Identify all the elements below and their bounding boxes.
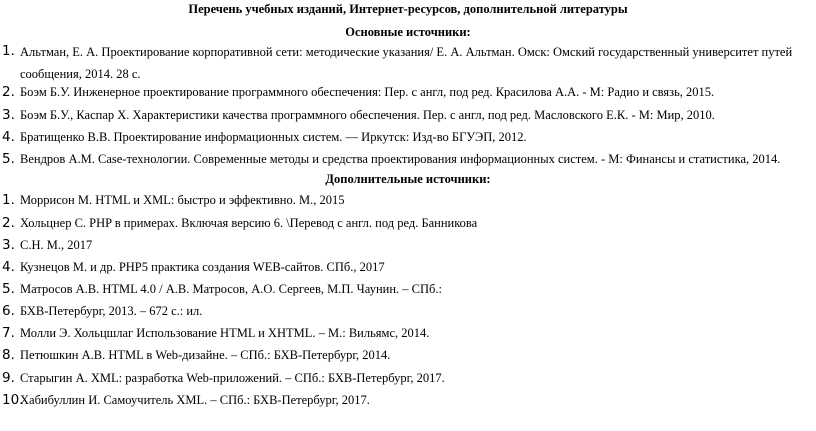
list-item-text: Альтман, Е. А. Проектирование корпоративной сети: методические указания/ Е. А. Альтман. Омск: Омский государственный университет путей сообщения, 2014. 28 с.: [20, 45, 793, 81]
list-item-number: 2.: [2, 84, 15, 100]
list-item-text: Боэм Б.У. Инженерное проектирование программного обеспечения: Пер. с англ, под ред. Красилова А.А. - М: Радио и связь, 2015.: [20, 85, 715, 99]
list-item-text: Кузнецов М. и др. PHP5 практика создания WEB-сайтов. СПб., 2017: [20, 260, 385, 274]
list-item-text: Хабибуллин И. Самоучитель XML. – СПб.: БХВ-Петербург, 2017.: [20, 393, 370, 407]
list-item-number: 5.: [2, 281, 15, 297]
list-item-number: 10.: [2, 392, 24, 408]
list-item-number: 1.: [2, 192, 15, 208]
list-item-text: Вендров А.М. Case-технологии. Современные методы и средства проектирования информационных систем. - М: Финансы и статистика, 2014.: [20, 152, 781, 166]
list-item-number: 4.: [2, 259, 15, 275]
list-item-number: 2.: [2, 215, 15, 231]
list-item-number: 7.: [2, 325, 15, 341]
list-item-text: Старыгин А. XML: разработка Web-приложений. – СПб.: БХВ-Петербург, 2017.: [20, 371, 445, 385]
list-item-number: 5.: [2, 151, 15, 167]
list-item-text: Хольцнер С. PHP в примерах. Включая версию 6. \Перевод с англ. под ред. Банникова: [20, 216, 478, 230]
list-item-number: 9.: [2, 370, 15, 386]
main-sources-heading: Основные источники:: [345, 25, 471, 39]
list-item-text: Боэм Б.У., Каспар Х. Характеристики качества программного обеспечения. Пер. с англ, под ред. Масловского Е.К. - М: Мир, 2010.: [20, 108, 715, 122]
list-item-number: 3.: [2, 107, 15, 123]
additional-sources-heading: Дополнительные источники:: [325, 172, 491, 186]
list-item-number: 4.: [2, 129, 15, 145]
list-item-text: Моррисон М. HTML и XML: быстро и эффективно. М., 2015: [20, 193, 345, 207]
list-item-text: БХВ-Петербург, 2013. – 672 с.: ил.: [20, 304, 203, 318]
list-item-number: 3.: [2, 237, 15, 253]
list-item-number: 6.: [2, 303, 15, 319]
list-item-number: 8.: [2, 347, 15, 363]
list-item-text: Матросов А.В. HTML 4.0 / А.В. Матросов, А.О. Сергеев, М.П. Чаунин. – СПб.:: [20, 282, 442, 296]
list-item-text: С.Н. М., 2017: [20, 238, 93, 252]
list-item-number: 1.: [2, 43, 15, 59]
list-item-text: Братищенко В.В. Проектирование информационных систем. — Иркутск: Изд-во БГУЭП, 2012.: [20, 130, 527, 144]
list-item-text: Петюшкин А.В. HTML в Web-дизайне. – СПб.: БХВ-Петербург, 2014.: [20, 348, 391, 362]
page-title: Перечень учебных изданий, Интернет-ресурсов, дополнительной литературы: [188, 2, 628, 16]
list-item-text: Молли Э. Хольцшлаг Использование HTML и XHTML. – М.: Вильямс, 2014.: [20, 326, 430, 340]
